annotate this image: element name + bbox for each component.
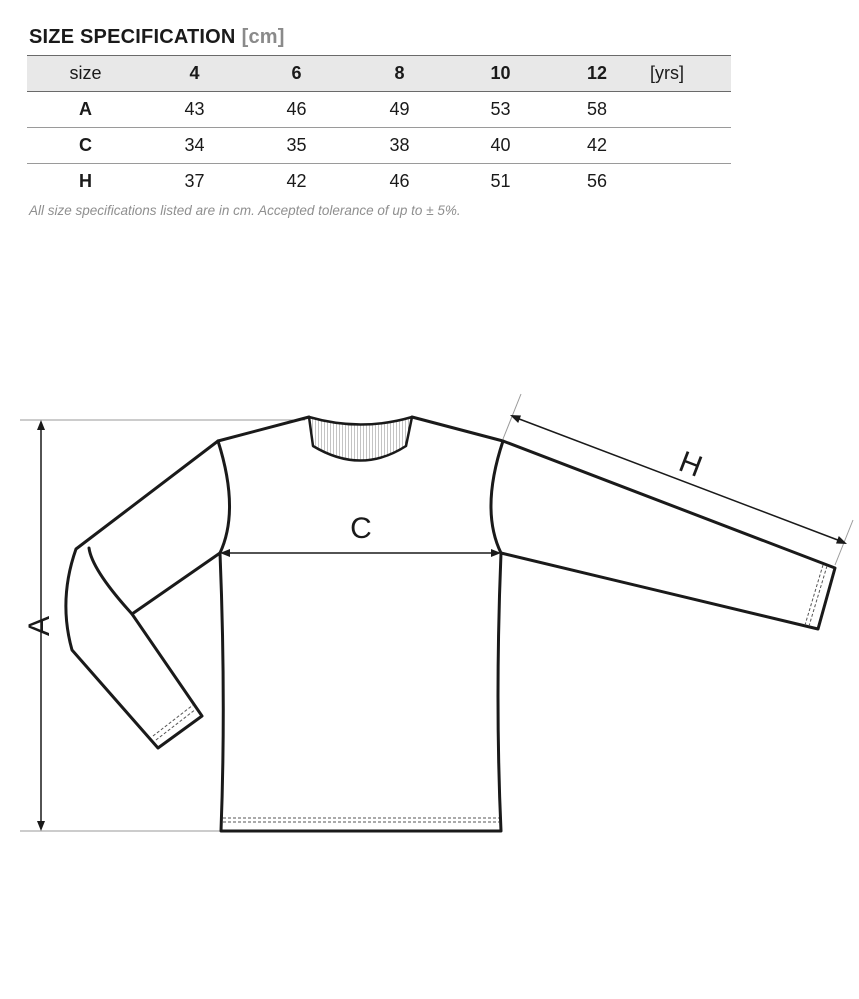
tolerance-note: All size specifications listed are in cm. Accepted tolerance of up to ± 5%. — [29, 203, 461, 218]
column-header: 4 — [189, 63, 200, 83]
title-text: SIZE SPECIFICATION — [29, 26, 236, 48]
right-armhole — [491, 441, 503, 553]
table-cell: 42 — [286, 171, 307, 191]
table-cell: 49 — [389, 99, 410, 119]
right-cuff-stitch — [809, 566, 827, 626]
sleeve-label: H — [674, 445, 707, 484]
chest-label: C — [350, 512, 372, 545]
table-cell: 53 — [490, 99, 511, 119]
arrowhead — [37, 821, 45, 831]
column-header: 12 — [586, 63, 608, 83]
extension-lines — [20, 394, 853, 831]
left-cuff-stitch — [153, 705, 193, 736]
row-label: C — [79, 135, 92, 155]
left-shoulder — [218, 417, 309, 441]
left-sleeve-top — [66, 441, 220, 748]
sleeve-dimension-line — [514, 417, 843, 542]
arrowhead — [510, 415, 521, 423]
table-cell: 46 — [286, 99, 307, 119]
left-sleeve-fold — [89, 548, 132, 614]
table-cell: 34 — [184, 135, 205, 155]
table-cell: 56 — [586, 171, 608, 191]
table-cell: 37 — [184, 171, 205, 191]
row-label: A — [79, 99, 92, 119]
shirt-outline — [66, 417, 835, 831]
table-cell: 35 — [286, 135, 307, 155]
table-cell: 40 — [490, 135, 511, 155]
length-label: A — [22, 615, 56, 637]
stitch-lines — [153, 565, 827, 822]
title-unit: [cm] — [241, 26, 285, 48]
table-cell: 43 — [184, 99, 205, 119]
collar-rib — [309, 417, 412, 461]
table-cell: 46 — [389, 171, 410, 191]
table-cell: 42 — [586, 135, 608, 155]
left-armhole — [218, 441, 230, 553]
column-header: 8 — [394, 63, 405, 83]
dimension-sleeve — [510, 415, 847, 544]
right-shoulder — [412, 417, 503, 441]
column-header: 6 — [291, 63, 302, 83]
body — [220, 553, 501, 831]
right-sleeve — [501, 441, 835, 629]
unit-label: [yrs] — [650, 63, 684, 83]
table-cell: 51 — [490, 171, 511, 191]
column-header: 10 — [490, 63, 511, 83]
table-cell: 38 — [389, 135, 410, 155]
table-cell: 58 — [586, 99, 608, 119]
arrowhead — [37, 420, 45, 430]
dimension-chest — [220, 549, 501, 557]
row-label: H — [79, 171, 92, 191]
row-header-label: size — [69, 63, 102, 83]
